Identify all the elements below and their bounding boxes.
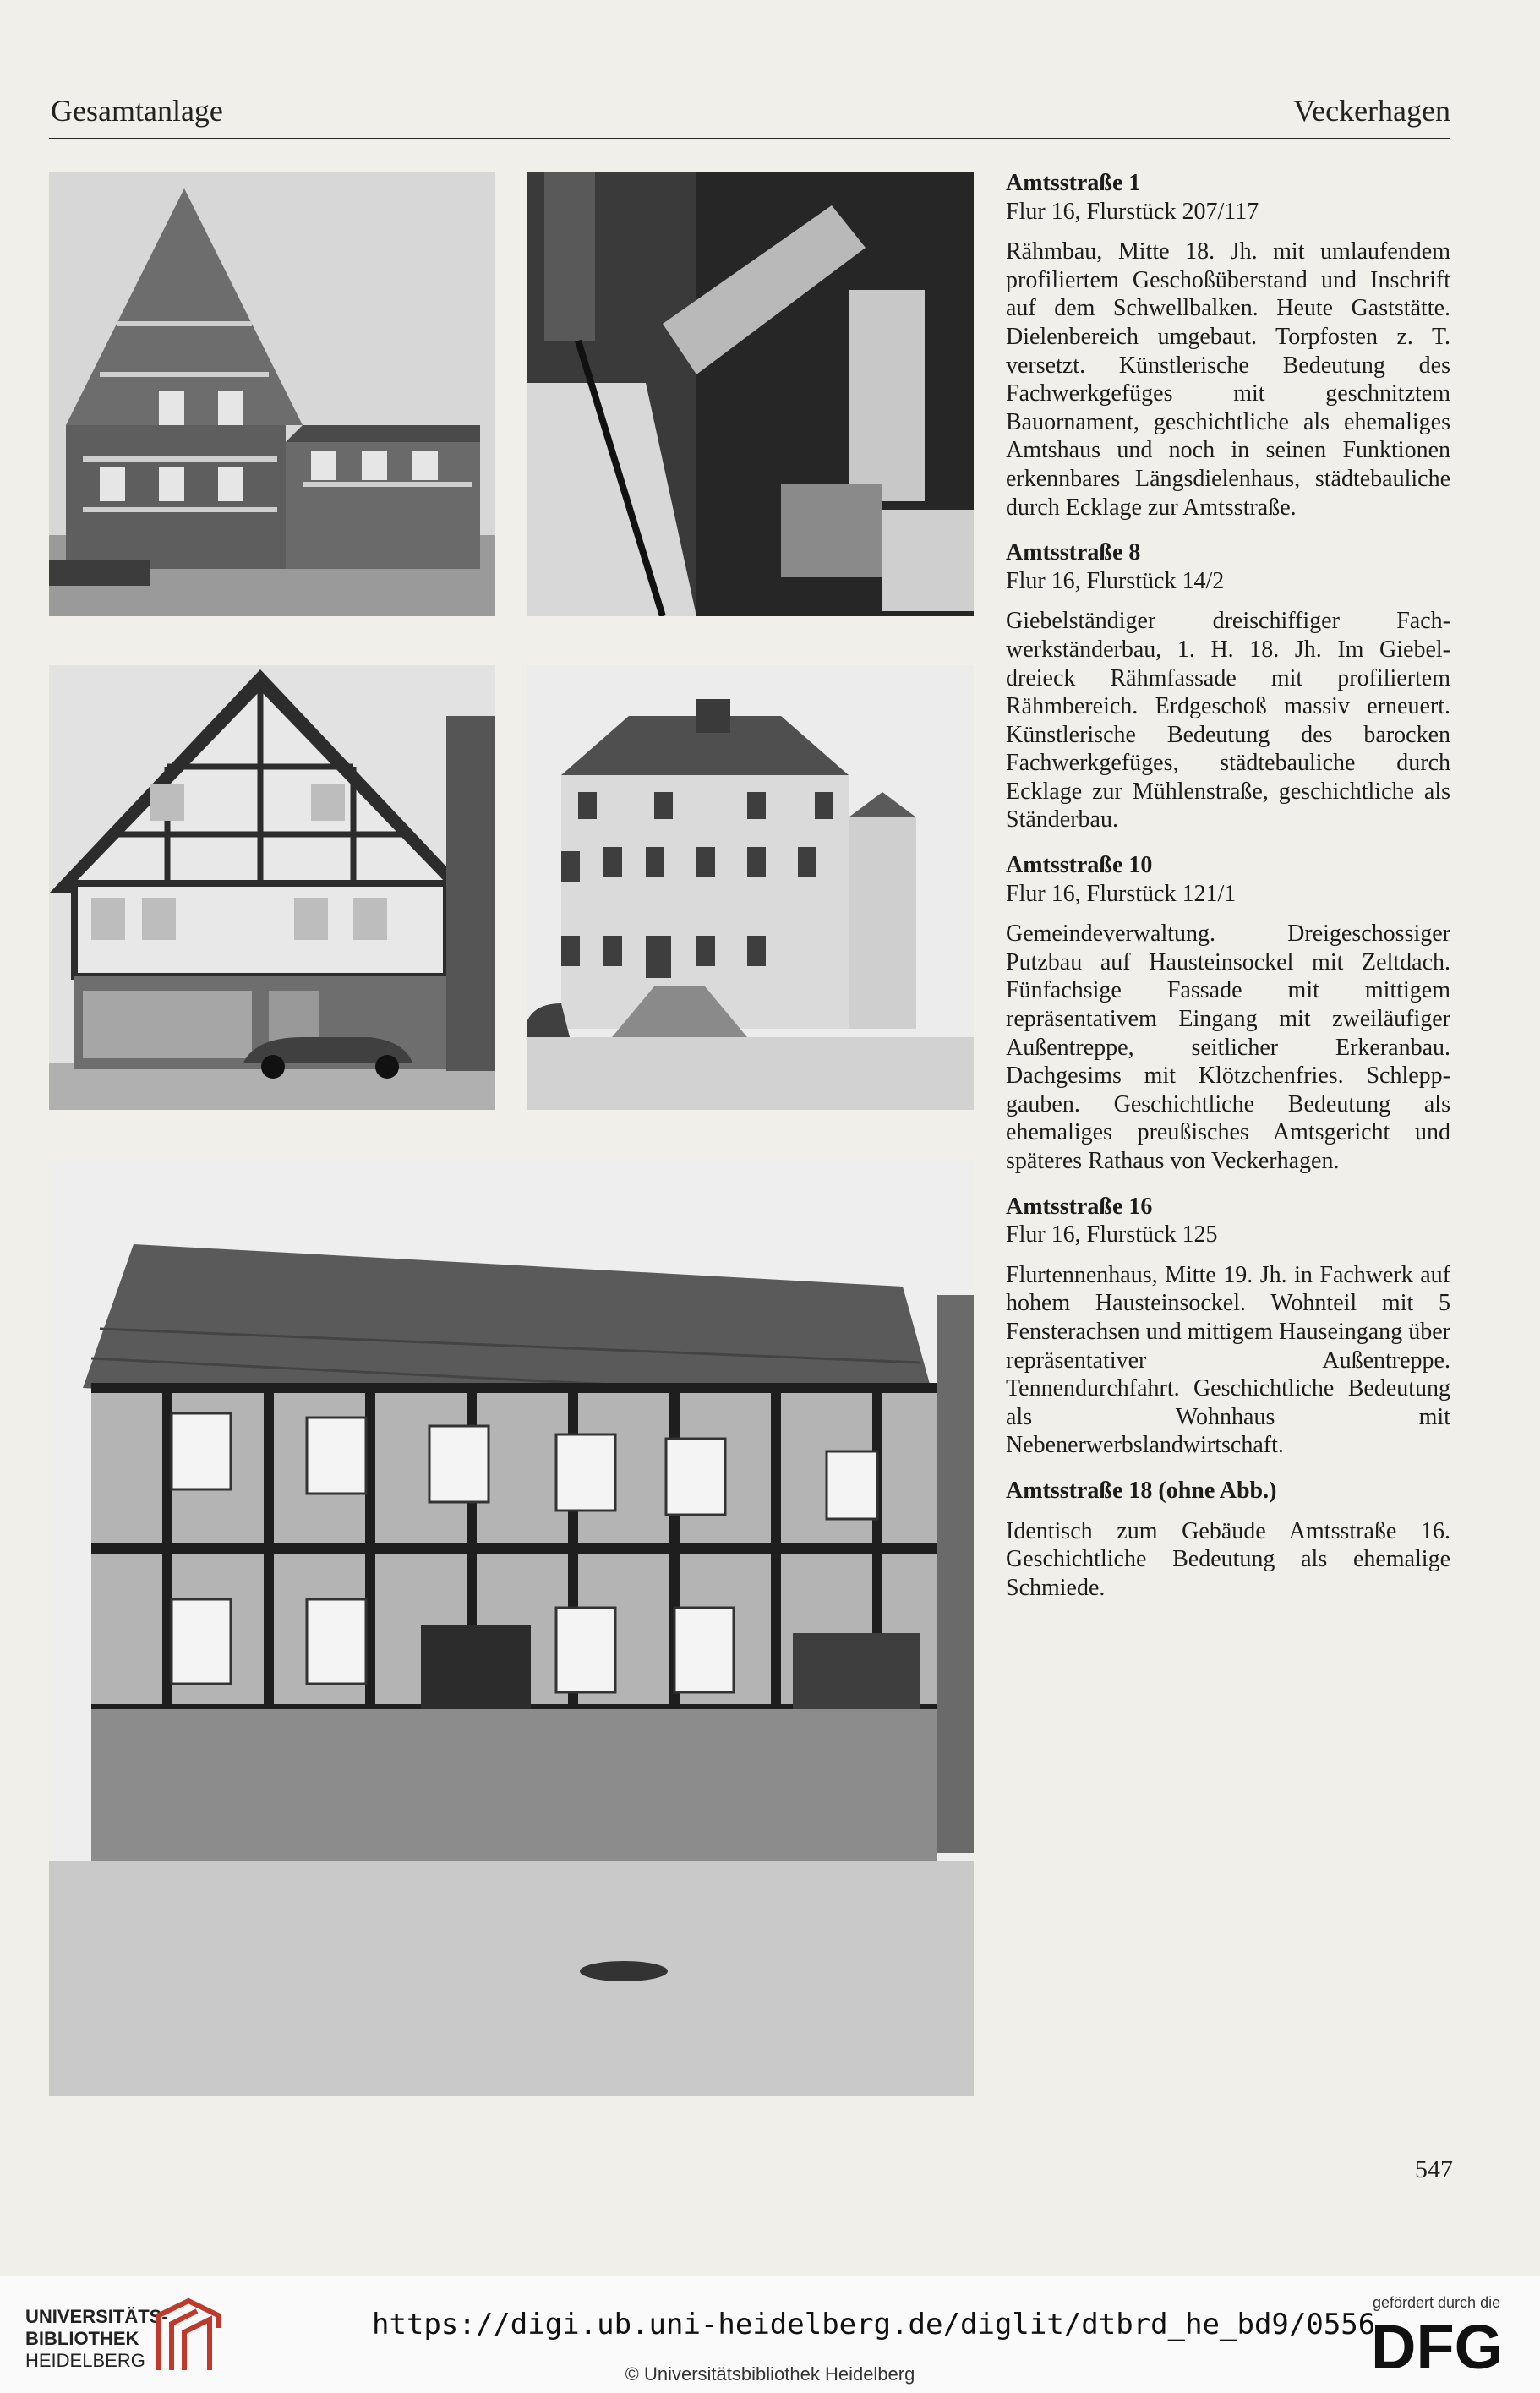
library-line-2: BIBLIOTHEK <box>25 2328 139 2349</box>
entry-description: Flurtennenhaus, Mitte 19. Jh. in Fachwerk auf hohem Hausteinsockel. Wohnteil mit 5 Fensterachsen und mittigem Hauseingang über repräsentativer Außentreppe. Tennendurchfahrt. Geschichtliche Bedeutung als Wohnhaus mit Nebenerwerbslandwirtschaft. <box>1006 1261 1450 1459</box>
photo-amtsstrasse-16 <box>49 1160 974 2096</box>
library-line-1: UNIVERSITÄTS- <box>25 2306 168 2327</box>
entry-parcel: Flur 16, Flurstück 121/1 <box>1006 880 1237 907</box>
text-column <box>1006 169 1450 1619</box>
footer-bar <box>0 2276 1540 2393</box>
dfg-logo-icon <box>1371 2313 1518 2377</box>
photo-amtsstrasse-10 <box>527 665 974 1110</box>
permalink-url[interactable]: https://digi.ub.uni-heidelberg.de/diglit/dtbrd_he_bd9/0556 <box>372 2308 1376 2341</box>
funding-note: gefördert durch die <box>1373 2294 1501 2311</box>
entry-title: Amtsstraße 18 (ohne Abb.) <box>1006 1477 1277 1504</box>
photo-amtsstrasse-1-interior <box>527 172 974 616</box>
header-rule <box>49 138 1450 139</box>
entry-title: Amtsstraße 16 <box>1006 1193 1153 1220</box>
page-number: 547 <box>1415 2155 1453 2183</box>
entry-amtsstrasse-18 <box>1006 1477 1450 1602</box>
library-line-3: HEIDELBERG <box>25 2350 145 2371</box>
photo-amtsstrasse-8 <box>49 665 495 1110</box>
running-head-right: Veckerhagen <box>1293 94 1450 128</box>
dfg-logo-text: DFG <box>1371 2313 1504 2377</box>
entry-description: Rähmbau, Mitte 18. Jh. mit umlaufendem profiliertem Geschoßüberstand und Inschrift auf dem Schwellbalken. Heute Gaststätte. Dielenbereich umgebaut. Torpfosten z. T. versetzt. Künstlerische Bedeutung des Fachwerkgefüges mit geschnitztem Bauornament, geschichtliche als ehemaliges Amtshaus und noch in seinen Funktionen erkennbares Längsdielenhaus, städtebauliche durch Ecklage zur Amtsstraße. <box>1006 238 1450 521</box>
running-head-left: Gesamtanlage <box>51 94 223 128</box>
entry-description: Identisch zum Gebäude Amtsstraße 16. Geschichtliche Bedeutung als ehemalige Schmiede. <box>1006 1517 1450 1601</box>
entry-description: Giebelständiger dreischiffiger Fachwerkständerbau, 1. H. 18. Jh. Im Giebeldreieck Rähmfassade mit profiliertem Rähmbereich. Erdgeschoß massiv erneuert. Künstlerische Bedeutung des barocken Fachwerkgefüges, städtebauliche durch Ecklage zur Mühlenstraße, geschichtliche als Ständerbau. <box>1006 608 1450 833</box>
entry-title: Amtsstraße 8 <box>1006 539 1141 566</box>
entry-title: Amtsstraße 10 <box>1006 852 1153 879</box>
entry-parcel: Flur 16, Flurstück 14/2 <box>1006 567 1225 594</box>
entry-title: Amtsstraße 1 <box>1006 170 1141 196</box>
entry-amtsstrasse-16 <box>1006 1193 1450 1460</box>
entry-amtsstrasse-8 <box>1006 538 1450 834</box>
entry-amtsstrasse-10 <box>1006 851 1450 1176</box>
entry-description: Gemeindeverwaltung. Dreigeschossiger Putzbau auf Hausteinsockel mit Zeltdach. Fünfachsige Fassade mit mittigem repräsentativem Eingang mit zweiläufiger Außentreppe, seitlicher Erkeranbau. Dachgesims mit Klötzchenfries. Schleppgauben. Geschichtliche Bedeutung als ehemaliges preußisches Amtsgericht und späteres Rathaus von Veckerhagen. <box>1006 921 1450 1174</box>
library-name <box>25 2306 168 2372</box>
photo-amtsstrasse-1-exterior <box>49 172 495 616</box>
entry-parcel: Flur 16, Flurstück 207/117 <box>1006 198 1259 225</box>
entry-amtsstrasse-1 <box>1006 169 1450 522</box>
copyright-notice: © Universitätsbibliothek Heidelberg <box>625 2363 915 2385</box>
entry-parcel: Flur 16, Flurstück 125 <box>1006 1221 1218 1248</box>
